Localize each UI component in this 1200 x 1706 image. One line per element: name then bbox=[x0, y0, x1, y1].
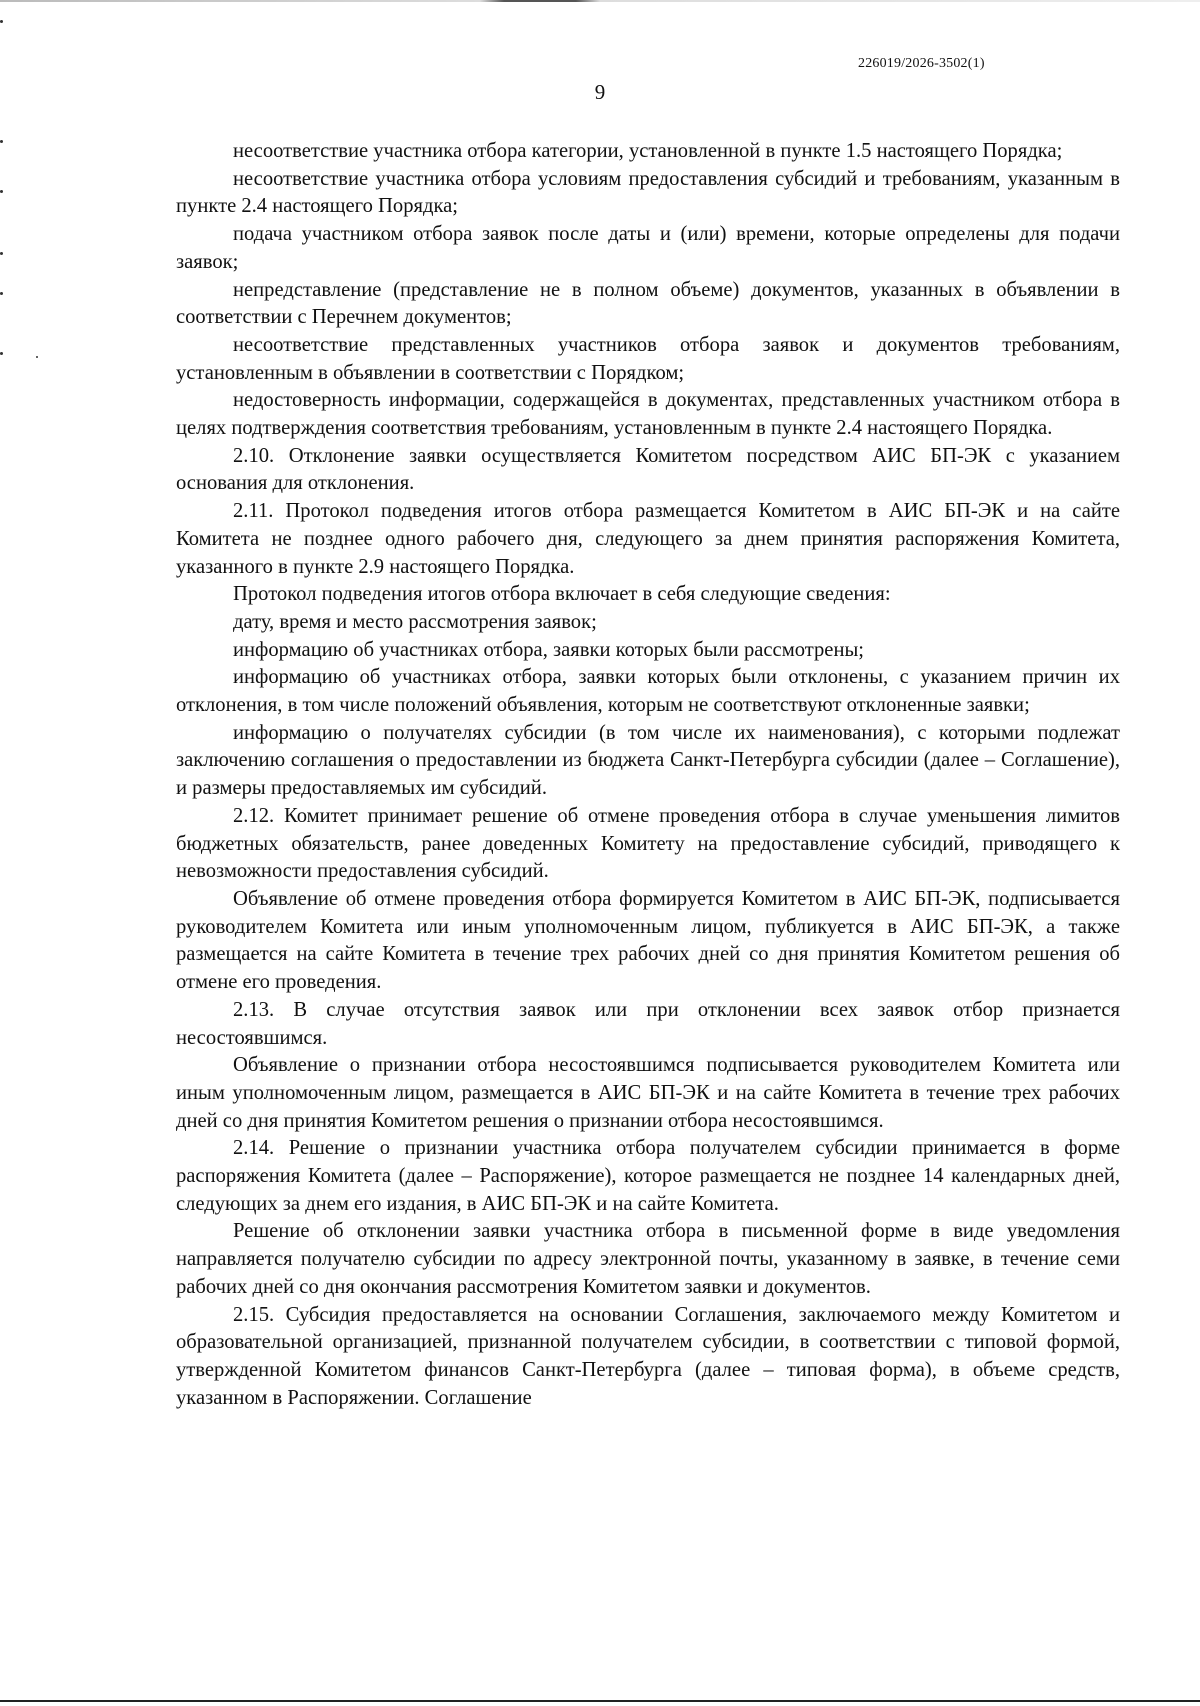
document-number: 226019/2026-3502(1) bbox=[858, 56, 985, 71]
paragraph: 2.14. Решение о признании участника отбора получателем субсидии принимается в форме распоряжения Комитета (далее – Распоряжение), которое размещается не позднее 14 календарных дней, следующих за днем его издания, в АИС БП-ЭК и на сайте Комитета. bbox=[176, 1137, 1120, 1215]
scan-speck bbox=[0, 20, 3, 23]
paragraph: подача участником отбора заявок после даты и (или) времени, которые определены для подачи заявок; bbox=[176, 223, 1120, 273]
paragraph: Решение об отклонении заявки участника отбора в письменной форме в виде уведомления направляется получателю субсидии по адресу электронной почты, указанному в заявке, в течение семи рабочих дней со дня окончания рассмотрения Комитетом заявки и документов. bbox=[176, 1220, 1120, 1298]
scan-speck bbox=[0, 140, 3, 143]
document-body bbox=[176, 138, 1120, 1412]
paragraph: 2.15. Субсидия предоставляется на основании Соглашения, заключаемого между Комитетом и образовательной организацией, признанной получателем субсидии, в соответствии с типовой формой, утвержденной Комитетом финансов Санкт-Петербурга (далее – типовая форма), в объеме средств, указанном в Распоряжении. Соглашение bbox=[176, 1303, 1120, 1409]
paragraph: 2.10. Отклонение заявки осуществляется Комитетом посредством АИС БП-ЭК с указанием основания для отклонения. bbox=[176, 444, 1120, 495]
scan-speck bbox=[0, 252, 3, 255]
paragraph: несоответствие участника отбора условиям предоставления субсидий и требованиям, указанным в пункте 2.4 настоящего Порядка; bbox=[176, 167, 1120, 218]
paragraph: Объявление о признании отбора несостоявшимся подписывается руководителем Комитета или иным уполномоченным лицом, размещается в АИС БП-ЭК и на сайте Комитета в течение трех рабочих дней со дня принятия Комитетом решения о признании отбора несостоявшимся. bbox=[176, 1054, 1120, 1132]
paragraph: несоответствие участника отбора категории, установленной в пункте 1.5 настоящего Порядка; bbox=[233, 140, 1063, 162]
page-number: 9 bbox=[594, 80, 606, 104]
paragraph: информацию об участниках отбора, заявки которых были рассмотрены; bbox=[233, 638, 865, 661]
paragraph: информацию об участниках отбора, заявки которых были отклонены, с указанием причин их отклонения, в том числе положений объявления, которым не соответствуют отклоненные заявки; bbox=[176, 666, 1120, 717]
paragraph: непредставление (представление не в полном объеме) документов, указанных в объявлении в соответствии с Перечнем документов; bbox=[176, 278, 1120, 329]
paragraph: 2.11. Протокол подведения итогов отбора размещается Комитетом в АИС БП-ЭК и на сайте Комитета не позднее одного рабочего дня, следующего за днем принятия распоряжения Комитета, указанного в пункте 2.9 настоящего Порядка. bbox=[176, 500, 1120, 578]
paragraph: Объявление об отмене проведения отбора формируется Комитетом в АИС БП-ЭК, подписывается руководителем Комитета или иным уполномоченным лицом, публикуется в АИС БП-ЭК, а также размещается на сайте Комитета в течение трех рабочих дней со дня принятия Комитетом решения об отмене его проведения. bbox=[176, 887, 1120, 994]
paragraph: Протокол подведения итогов отбора включает в себя следующие сведения: bbox=[233, 583, 891, 606]
scan-speck bbox=[36, 356, 38, 358]
paragraph: несоответствие представленных участников отбора заявок и документов требованиям, установленным в объявлении в соответствии с Порядком; bbox=[176, 333, 1120, 384]
scan-speck bbox=[0, 292, 3, 295]
scan-speck bbox=[0, 190, 3, 193]
paragraph: 2.13. В случае отсутствия заявок или при отклонении всех заявок отбор признается несостоявшимся. bbox=[176, 998, 1120, 1049]
scan-edge-top bbox=[0, 0, 1200, 2]
paragraph: информацию о получателях субсидии (в том числе их наименования), с которыми подлежат заключению соглашения о предоставлении из бюджета Санкт-Петербурга субсидии (далее – Соглашение), и размеры предоставляемых им субсидий. bbox=[176, 721, 1120, 800]
paragraph: дату, время и место рассмотрения заявок; bbox=[233, 610, 597, 633]
scan-speck bbox=[0, 352, 3, 355]
paragraph: недостоверность информации, содержащейся в документах, представленных участником отбора в целях подтверждения соответствия требованиям, установленным в пункте 2.4 настоящего Порядка. bbox=[176, 389, 1120, 440]
scan-edge-bottom bbox=[0, 1700, 1200, 1702]
paragraph: 2.12. Комитет принимает решение об отмене проведения отбора в случае уменьшения лимитов бюджетных обязательств, ранее доведенных Комитету на предоставление субсидий, приводящего к невозможности предоставления субсидий. bbox=[176, 804, 1120, 883]
